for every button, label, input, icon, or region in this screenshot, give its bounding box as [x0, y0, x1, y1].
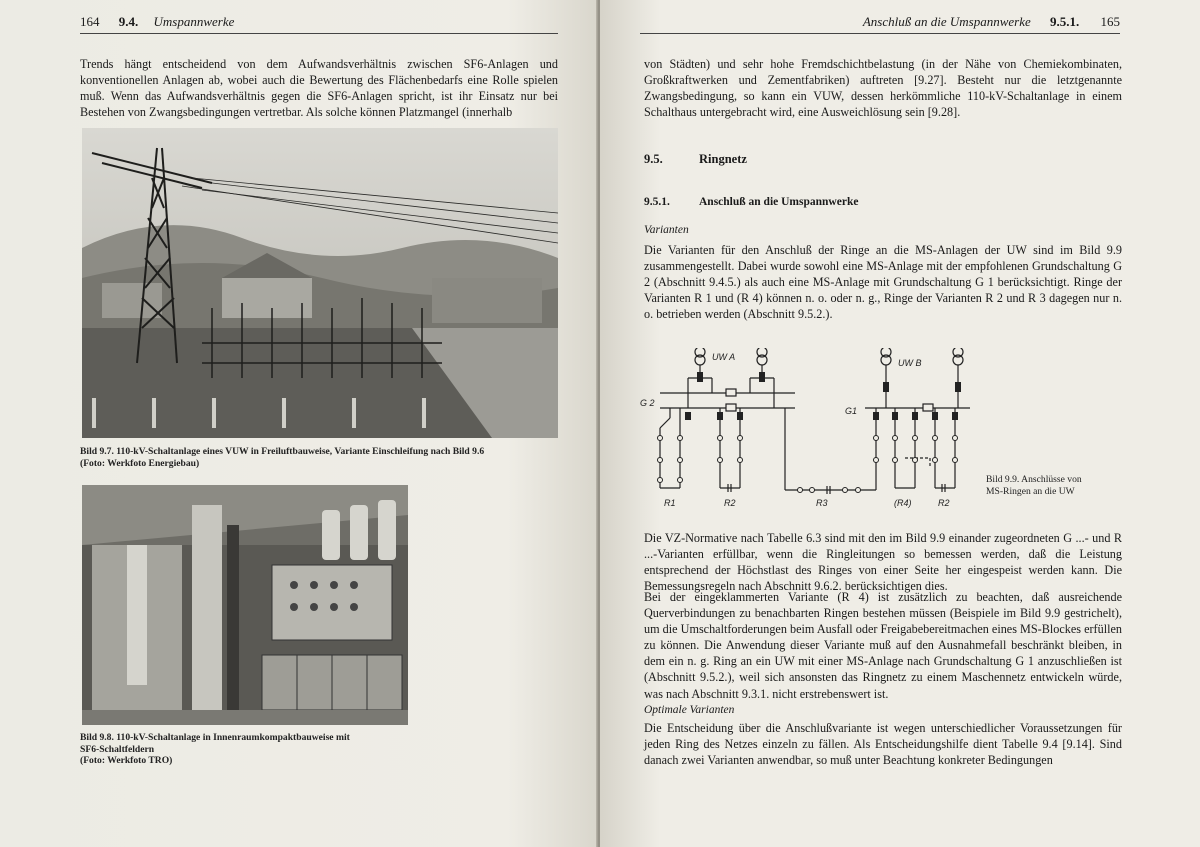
heading-9-5 — [644, 152, 747, 167]
right-paragraph-2: Die Varianten für den Anschluß der Ringe an die MS-Anlagen der UW sind im Bild 9.9 zusammengestellt. Dabei wurde sowohl eine MS-Anlage mit der empfohlenen Grundschaltung G 2 (Abschnitt 9.4.5.) als auch eine MS-Anlage mit Grundschaltung G 1 berücksichtigt. Ringe der Varianten R 1 und (R 4) können n. o. oder n. g., Ringe der Varianten R 2 und R 3 dagegen nur n. o. betrieben werden (Abschnitt 9.5.2.). — [644, 243, 1122, 322]
left-running-header — [80, 14, 558, 34]
left-section-title: Umspannwerke — [153, 14, 235, 29]
label-r1: R1 — [664, 498, 676, 508]
right-running-title: Anschluß an die Umspannwerke — [862, 14, 1031, 29]
subheading-varianten: Varianten — [644, 224, 689, 236]
photo-indoor-switchgear — [82, 485, 408, 725]
fig-9-9-caption-line-2: MS-Ringen an die UW — [986, 485, 1075, 497]
label-r2-right: R2 — [938, 498, 950, 508]
left-page — [0, 0, 598, 847]
left-section-number: 9.4. — [118, 14, 139, 29]
right-paragraph-3: Die VZ-Normative nach Tabelle 6.3 sind mit den im Bild 9.9 einander zugeordneten G ...- und R ...-Varianten erfüllbar, wenn die Ringleitungen so bemessen werden, daß die Leistung entsprechend der Höchstlast des Ringes von einer Seite her eingespeist werden kann. Die Bemessungsregeln nach Abschnitt 9.6.2. berücksichtigen dies. — [644, 531, 1122, 594]
right-section-number: 9.5.1. — [1050, 14, 1080, 29]
fig-9-8-caption — [80, 732, 420, 767]
right-paragraph-4: Bei der eingeklammerten Variante (R 4) ist zusätzlich zu beachten, daß ausreichende Querverbindungen zu benachbarten Ringen bestehen müssen (Beispiele im Bild 9.9 gestrichelt), um die Umschaltforderungen beim Ausfall oder Freigabebereitmachen eines MS-Blockes erfüllen zu können. Die Anwendung dieser Variante muß auf den Ausnahmefall beschränkt bleiben, in dem ein n. g. Ring an ein UW mit einer MS-Anlage nach Grundschaltung G 1 anzuschließen ist (Abschnitt 9.5.2.), weil sich ansonsten das Ringnetz zu einem Maschennetz entwickeln würde, was nach Abschnitt 9.3.1. nicht erstrebenswert ist. — [644, 590, 1122, 701]
fig-9-7-caption-line-1: Bild 9.7. 110-kV-Schaltanlage eines VUW in Freiluftbauweise, Variante Einschleifung nach Bild 9.6 — [80, 446, 485, 457]
heading-9-5-number: 9.5. — [644, 152, 663, 166]
fig-9-8-caption-line-2: SF6-Schaltfeldern — [80, 743, 155, 755]
heading-9-5-1-number: 9.5.1. — [644, 196, 670, 208]
label-g1: G1 — [845, 406, 858, 416]
fig-9-9-caption-line-1: Bild 9.9. Anschlüsse von — [986, 474, 1082, 485]
fig-9-8-caption-line-1: Bild 9.8. 110-kV-Schaltanlage in Innenraumkompaktbauweise mit — [80, 732, 350, 743]
fig-9-8-caption-line-3: (Foto: Werkfoto TRO) — [80, 755, 173, 766]
left-paragraph-1: Trends hängt entscheidend von dem Aufwandsverhältnis zwischen SF6-Anlagen und konventionellen Anlagen ab, wobei auch die Bewertung des Flächenbedarfs eine Rolle spielen muß. Wenn das Aufwandsverhältnis gegen die SF6-Anlagen spricht, ist ihr Einsatz nur bei Bestehen von Zwangsbedingungen vertretbar. Als solche können Platzmangel (innerhalb — [80, 57, 558, 120]
fig-9-7-caption-line-2: (Foto: Werkfoto Energiebau) — [80, 457, 200, 469]
label-g2: G 2 — [640, 398, 655, 408]
right-page-number: 165 — [1100, 14, 1120, 29]
fig-9-9-caption — [986, 474, 1082, 497]
heading-9-5-title: Ringnetz — [699, 152, 747, 166]
left-page-number: 164 — [80, 14, 100, 29]
photo-outdoor-substation — [82, 128, 558, 438]
subheading-optimale-varianten: Optimale Varianten — [644, 704, 735, 716]
ring-connection-diagram — [640, 348, 980, 510]
label-r3: R3 — [816, 498, 828, 508]
label-uw-a: UW A — [712, 352, 736, 362]
heading-9-5-1-title: Anschluß an die Umspannwerke — [699, 196, 859, 208]
right-paragraph-1: von Städten) und sehr hohe Fremdschichtbelastung (in der Nähe von Chemiekombinaten, Großkraftwerken und Zementfabriken) auftreten [9.27]. Besteht nur die letztgenannte Zwangsbedingung, so kann ein VUW, dessen herkömmliche 110-kV-Schaltanlage in einem Schalthaus untergebracht wird, eine Ausweichlösung sein [9.28]. — [644, 57, 1122, 120]
label-r4: (R4) — [894, 498, 912, 508]
label-uw-b: UW B — [898, 358, 922, 368]
right-paragraph-5: Die Entscheidung über die Anschlußvariante ist wegen unterschiedlicher Voraussetzungen für jeden Ring des Netzes einzeln zu fällen. Als Entscheidungshilfe dient Tabelle 9.4 [9.14]. Sind danach zwei Varianten anwendbar, so muß unter Beachtung konkreter Bedingungen — [644, 721, 1122, 768]
right-running-header — [640, 14, 1120, 34]
right-page — [600, 0, 1200, 847]
fig-9-7-caption — [80, 446, 560, 469]
heading-9-5-1 — [644, 196, 858, 208]
label-r2-left: R2 — [724, 498, 736, 508]
